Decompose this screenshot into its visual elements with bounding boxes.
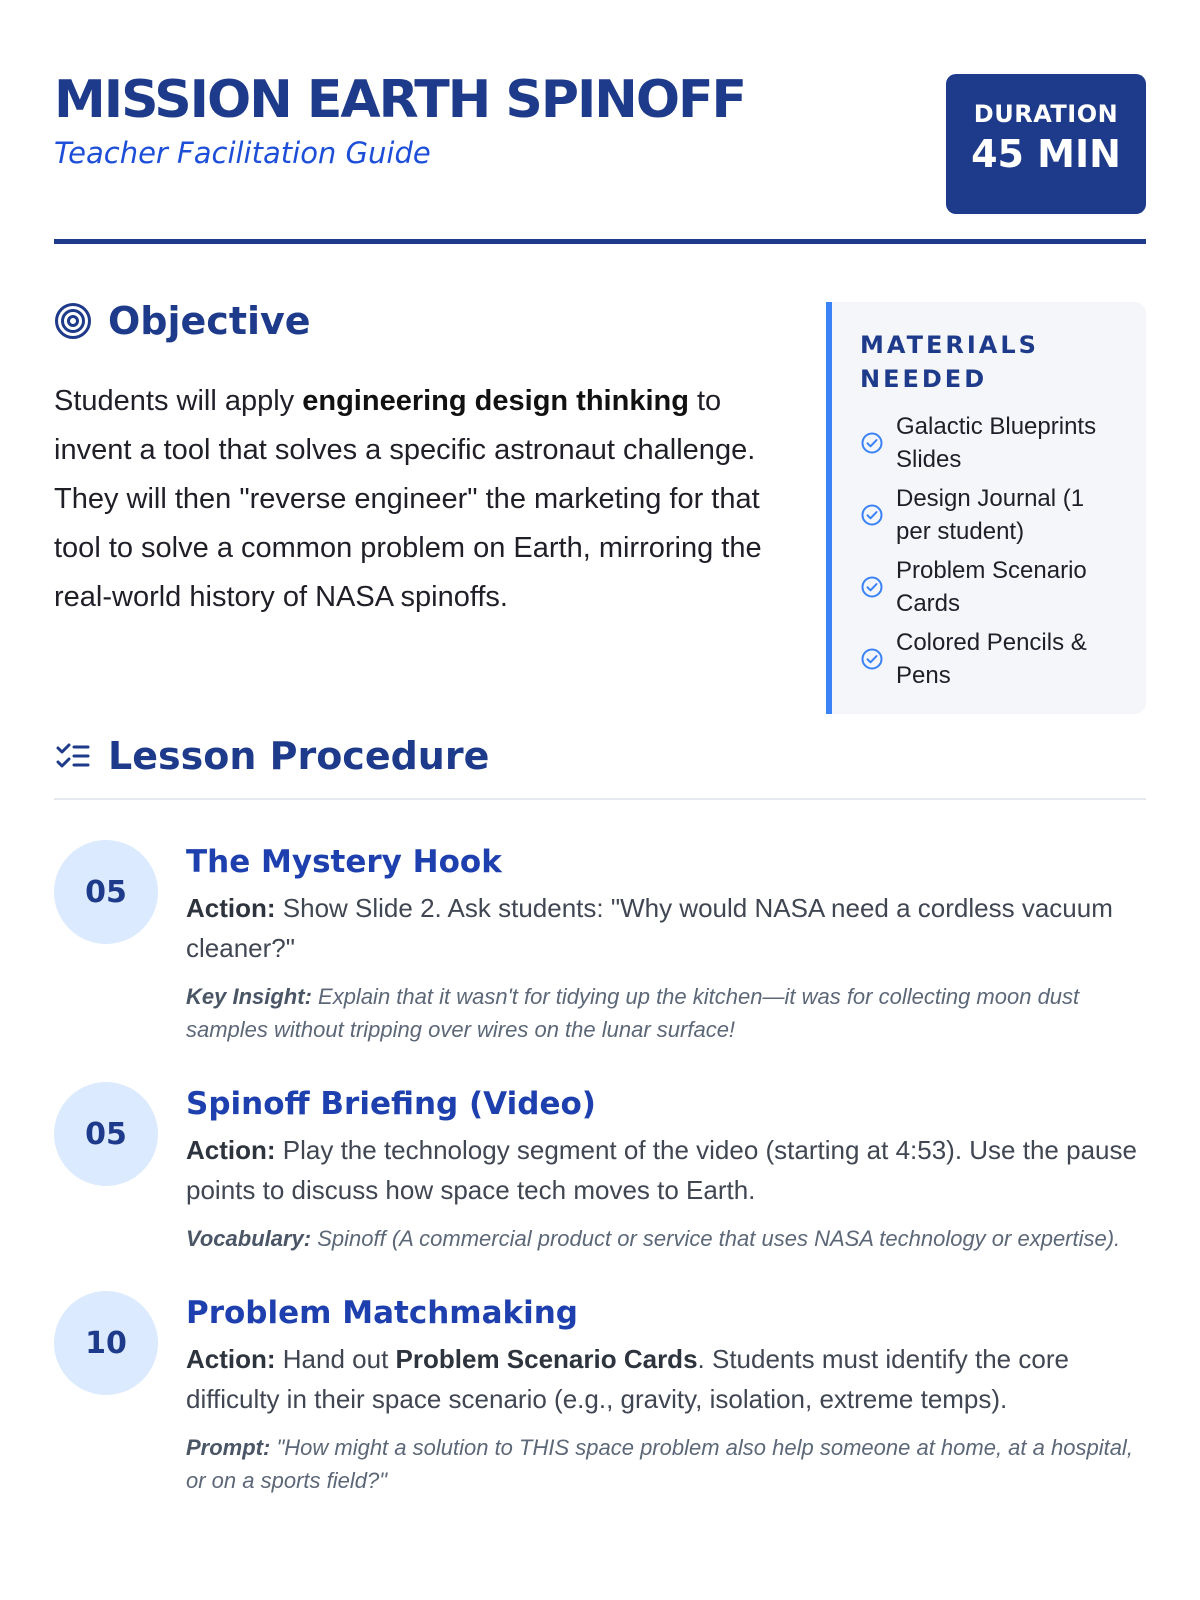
procedure-title: Lesson Procedure xyxy=(108,734,490,778)
material-label: Colored Pencils & Pens xyxy=(896,629,1087,689)
list-item xyxy=(860,554,1122,620)
step-minutes-badge: 10 xyxy=(54,1291,158,1395)
target-icon xyxy=(54,302,92,340)
check-circle-icon xyxy=(860,431,884,455)
objective xyxy=(54,299,764,622)
step-title: Spinoff Briefing (Video) xyxy=(186,1086,596,1122)
procedure-step xyxy=(54,1291,1146,1497)
material-label: Problem Scenario Cards xyxy=(896,557,1087,617)
duration-value: 45 MIN xyxy=(971,132,1121,176)
list-item xyxy=(860,410,1122,476)
step-action: Action: Hand out Problem Scenario Cards. Students must identify the core difficulty in their space scenario (e.g., gravity, isolation, extreme temps). xyxy=(186,1344,1069,1414)
check-circle-icon xyxy=(860,575,884,599)
step-title: Problem Matchmaking xyxy=(186,1295,578,1331)
procedure-section xyxy=(54,734,1146,1497)
materials-panel xyxy=(826,302,1146,714)
list-item xyxy=(860,482,1122,548)
header xyxy=(54,70,1146,244)
step-body xyxy=(186,1291,1146,1497)
step-minutes-badge: 05 xyxy=(54,1082,158,1186)
checklist-icon xyxy=(54,737,92,775)
step-note: Vocabulary: Spinoff (A commercial product or service that uses NASA technology or expertise). xyxy=(186,1226,1121,1251)
step-minutes-badge: 05 xyxy=(54,840,158,944)
materials-title: MATERIALS NEEDED xyxy=(860,331,1039,393)
objective-text: Students will apply engineering design thinking to invent a tool that solves a specific astronaut challenge. They will then "reverse engineer" the marketing for that tool to solve a common problem on Earth, mirroring the real-world history of NASA spinoffs. xyxy=(54,385,762,613)
step-action: Action: Show Slide 2. Ask students: "Why would NASA need a cordless vacuum cleaner?" xyxy=(186,893,1113,963)
duration-badge xyxy=(946,74,1146,214)
duration-label: DURATION xyxy=(973,100,1119,128)
check-circle-icon xyxy=(860,647,884,671)
check-circle-icon xyxy=(860,503,884,527)
step-action: Action: Play the technology segment of the video (starting at 4:53). Use the pause points to discuss how space tech moves to Earth. xyxy=(186,1135,1137,1205)
procedure-heading xyxy=(54,734,1146,800)
objective-section xyxy=(54,244,1146,734)
procedure-step xyxy=(54,840,1146,1046)
procedure-step xyxy=(54,1082,1146,1255)
materials-list xyxy=(860,410,1122,692)
page-title: MISSION EARTH SPINOFF xyxy=(54,70,746,130)
objective-heading xyxy=(54,299,764,343)
objective-title: Objective xyxy=(108,299,311,343)
list-item xyxy=(860,626,1122,692)
material-label: Galactic Blueprints Slides xyxy=(896,413,1097,473)
objective-emphasis: engineering design thinking xyxy=(302,385,689,417)
step-title: The Mystery Hook xyxy=(186,844,502,880)
step-body xyxy=(186,1082,1146,1255)
step-note: Prompt: "How might a solution to THIS space problem also help someone at home, at a hospital, or on a sports field?" xyxy=(186,1435,1133,1493)
step-note: Key Insight: Explain that it wasn't for tidying up the kitchen—it was for collecting moon dust samples without tripping over wires on the lunar surface! xyxy=(186,984,1080,1042)
step-body xyxy=(186,840,1146,1046)
procedure-steps xyxy=(54,840,1146,1497)
material-label: Design Journal (1 per student) xyxy=(896,485,1085,545)
page-subtitle: Teacher Facilitation Guide xyxy=(54,136,431,170)
